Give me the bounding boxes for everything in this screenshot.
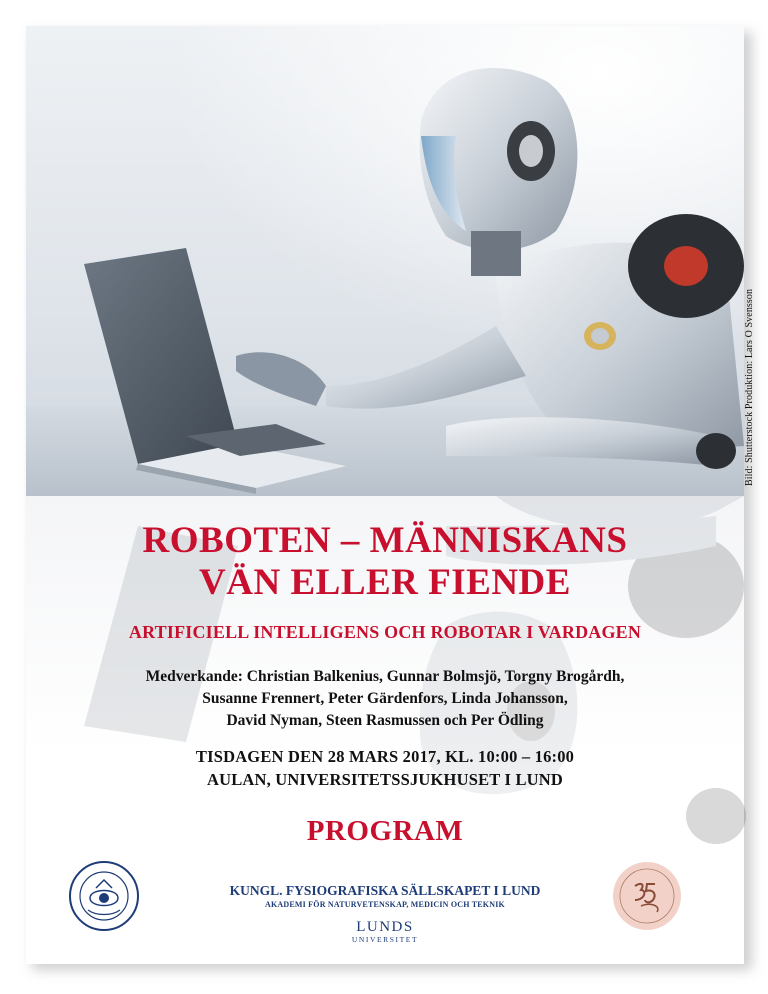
participants-line3: David Nyman, Steen Rasmussen och Per Ödling xyxy=(226,712,544,729)
society-name: KUNGL. FYSIOGRAFISKA SÄLLSKAPET I LUND xyxy=(229,883,541,898)
event-date-location xyxy=(26,745,744,791)
event-title-line1: ROBOTEN – MÄNNISKANS xyxy=(142,520,628,561)
event-title xyxy=(26,520,744,604)
program-heading: PROGRAM xyxy=(306,815,464,847)
poster-page xyxy=(26,26,755,964)
participants-line2: Susanne Frennert, Peter Gärdenfors, Linda Johansson, xyxy=(202,690,568,707)
society-seal-icon xyxy=(68,860,140,937)
university-logo-sub: UNIVERSITET xyxy=(351,935,419,944)
society-tagline: AKADEMI FÖR NATURVETENSKAP, MEDICIN OCH TEKNIK xyxy=(265,900,505,909)
event-date: TISDAGEN DEN 28 MARS 2017, KL. 10:00 – 16:00 xyxy=(195,747,575,766)
event-location: AULAN, UNIVERSITETSSJUKHUSET I LUND xyxy=(206,770,564,789)
robot-laptop-photo xyxy=(26,26,755,496)
photo-credit: Bild: Shutterstock Produktion: Lars O Svensson xyxy=(744,288,755,486)
participants-list xyxy=(26,666,744,732)
event-subtitle: ARTIFICIELL INTELLIGENS OCH ROBOTAR I VARDAGEN xyxy=(128,622,642,642)
university-logo-name: LUNDS xyxy=(356,919,414,935)
university-jubilee-seal-icon xyxy=(611,860,683,937)
event-title-line2: VÄN ELLER FIENDE xyxy=(199,562,571,603)
participants-line1: Medverkande: Christian Balkenius, Gunnar Bolmsjö, Torgny Brogårdh, xyxy=(145,668,625,685)
